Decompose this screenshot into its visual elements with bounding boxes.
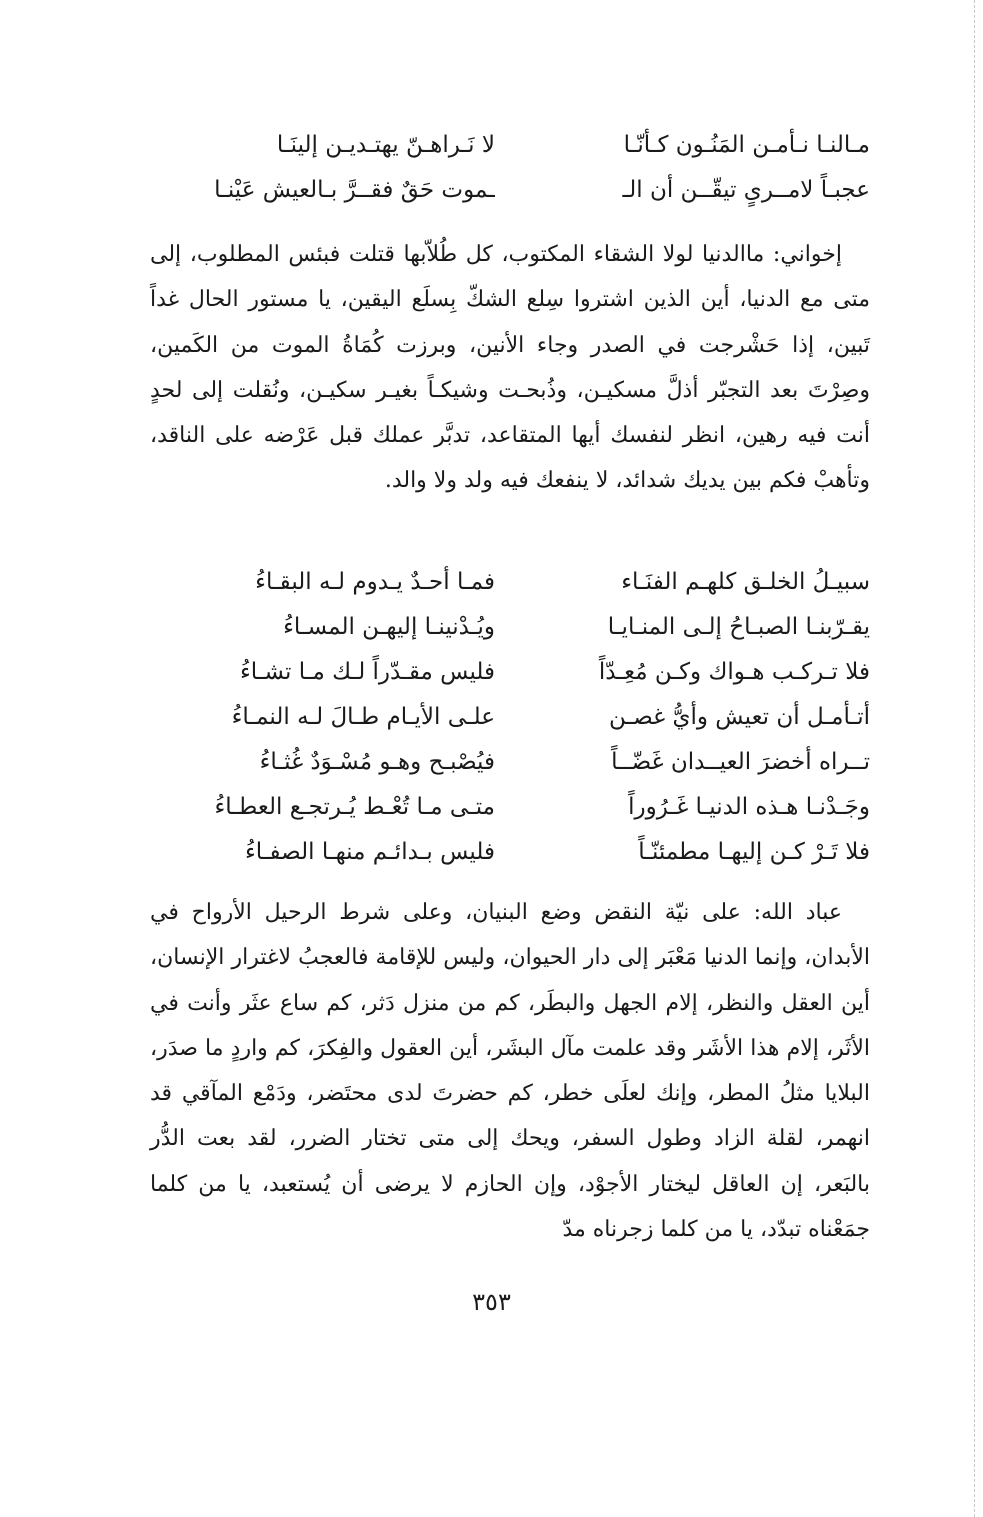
verse-row: [150, 123, 870, 168]
page-edge-divider: [974, 0, 975, 1517]
verse-hemistich-right: فلا تـركـب هـواك وكـن مُعِـدّاً: [598, 659, 870, 685]
paragraph-1: [150, 232, 870, 504]
verse-row: [150, 168, 870, 213]
verse-block-middle: [150, 560, 870, 875]
paragraph-2-text: عباد الله: على نيّة النقض وضع البنيان، وعلى شرط الرحيل الأرواح في الأبدان، وإنما الدنيا مَعْبَر إلى دار الحيوان، وليس للإقامة فالعجبُ لاغترار الإنسان، أين العقل والنظر، إلام الجهل والبطَر، كم من منزل دَثر، كم ساع عثَر وأنت في الأثَر، إلام هذا الأشَر وقد علمت مآل البشَر، أين العقول والفِكرَ، كم واردٍ ما صدَر، البلايا مثلُ المطر، وإنك لعلَى خطر، كم حضرتَ لدى محتَضر، ودَمْع المآقي قد انهمر، لقلة الزاد وطول السفر، ويحك إلى متى تختار الضرر، لقد بعت الدُّر بالبَعر، إن العاقل ليختار الأجوْد، وإن الحازم لا يرضى أن يُستعبد، يا من كلما جمَعْناه تبدّد، يا من كلما زجرناه مدّ: [150, 900, 870, 1243]
page-number: ٣٥٣: [472, 1288, 511, 1316]
verse-row: [150, 605, 870, 650]
verse-row: [150, 785, 870, 830]
verse-row: [150, 740, 870, 785]
paragraph-1-text: إخواني: ماالدنيا لولا الشقاء المكتوب، كل طُلاّبها قتلت فبئس المطلوب، إلى متى مع الدنيا، أين الذين اشتروا سِلع الشكّ بِسلَع اليقين، يا مستور الحال غداً تَبين، إذا حَشْرجت في الصدر وجاء الأنين، وبرزت كُمَاةُ الموت من الكَمين، وصِرْتَ بعد التجبّر أذلَّ مسكيـن، وذُبحـت وشيكـاً بغيـر سكيـن، ونُقلت إلى لحدٍ أنت فيه رهين، انظر لنفسك أيها المتقاعد، تدبَّر عملك قبل عَرْضه على الناقد، وتأهبْ فكم بين يديك شدائد، لا ينفعك فيه ولد ولا والد.: [150, 242, 870, 494]
paragraph-2: [150, 890, 870, 1252]
verse-hemistich-left: علـى الأيـام طـالَ لـه النمـاءُ: [231, 704, 495, 730]
verse-hemistich-left: فليس مقـدّراً لـك مـا تشـاءُ: [239, 659, 495, 685]
verse-block-top: [150, 123, 870, 213]
verse-hemistich-left: متـى مـا تُعْـط يُـرتجـع العطـاءُ: [214, 794, 495, 820]
verse-row: [150, 695, 870, 740]
verse-hemistich-right: سبيـلُ الخلـق كلهـم الفنَـاء: [621, 569, 870, 595]
verse-hemistich-right: عجبـاً لامــرىٍ تيقّــن أن الـ: [622, 177, 870, 203]
verse-hemistich-left: ـموت حَقٌ فقــرَّ بـالعيش عَيْنـا: [214, 177, 495, 203]
verse-hemistich-left: لا نَـراهـنّ يهتـديـن إلينَـا: [276, 132, 495, 158]
verse-row: [150, 650, 870, 695]
verse-hemistich-right: فلا تَـرْ كـن إليهـا مطمئنّـاً: [638, 839, 870, 865]
verse-row: [150, 560, 870, 605]
verse-hemistich-right: مـالنـا نـأمـن المَنُـون كـأنّـا: [623, 132, 870, 158]
verse-hemistich-left: فيُصْبـح وهـو مُسْـوَدٌ غُثـاءُ: [259, 749, 495, 775]
verse-hemistich-right: تــراه أخضرَ العيــدان غَضّــاً: [611, 749, 870, 775]
verse-hemistich-left: فمـا أحـدٌ يـدوم لـه البقـاءُ: [255, 569, 495, 595]
verse-hemistich-right: يقـرّبنـا الصبـاحُ إلـى المنـايـا: [607, 614, 870, 640]
verse-hemistich-right: وجَـدْنـا هـذه الدنيـا غَـرُوراً: [628, 794, 870, 820]
verse-hemistich-left: ويُـدْنينـا إليهـن المسـاءُ: [283, 614, 495, 640]
verse-row: [150, 830, 870, 875]
verse-hemistich-left: فليس بـدائـم منهـا الصفـاءُ: [244, 839, 495, 865]
verse-hemistich-right: أتـأمـل أن تعيش وأيُّ غصـن: [608, 704, 870, 730]
